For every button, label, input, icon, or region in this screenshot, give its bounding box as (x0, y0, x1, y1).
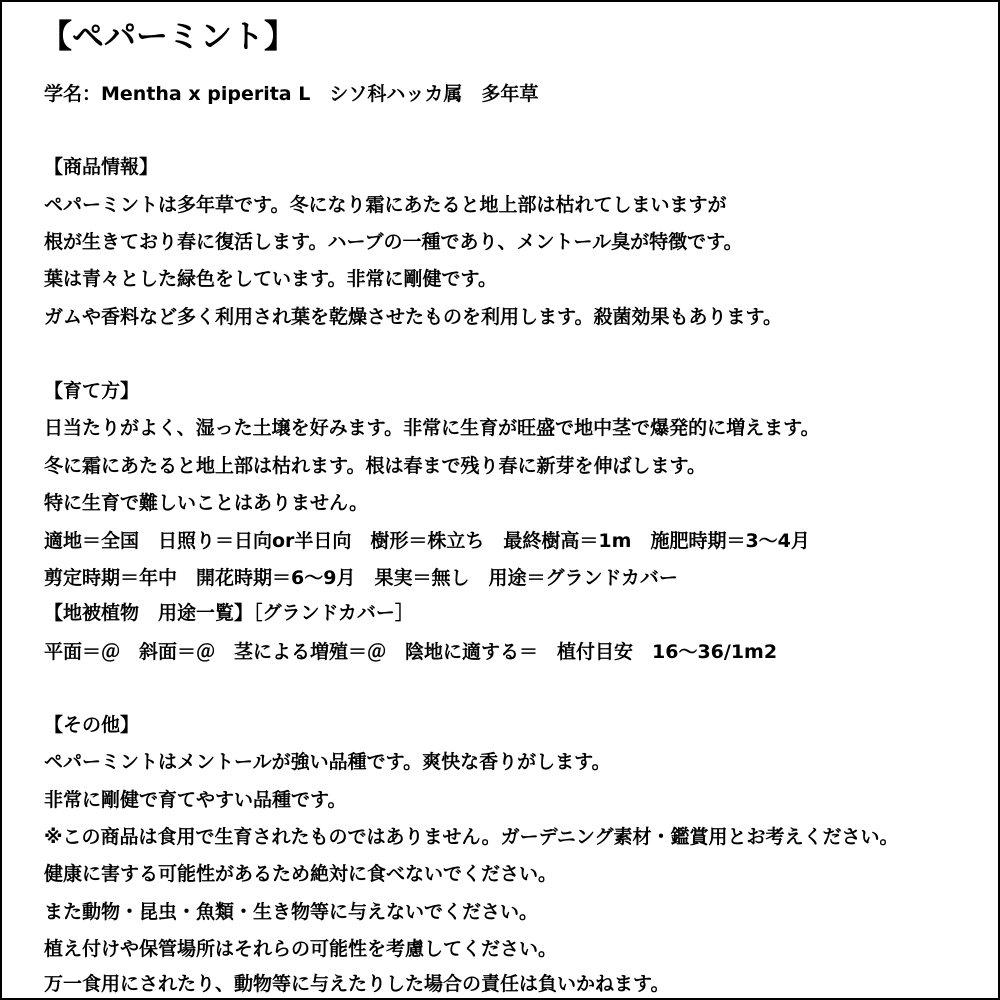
other-line: 非常に剛健で育てやすい品種です。 (44, 789, 347, 811)
page-title: 【ペパーミント】 (40, 17, 297, 55)
groundcover-specs-line: 平面＝＠ 斜面＝＠ 茎による増殖＝＠ 陰地に適する＝ 植付目安 16～36/1m2 (44, 641, 778, 663)
other-heading: 【その他】 (44, 714, 140, 736)
product-info-heading: 【商品情報】 (44, 156, 159, 178)
notice-line: 植え付けや保管場所はそれらの可能性を考慮してください。 (44, 938, 558, 960)
growing-line: 特に生育で難しいことはありません。 (44, 492, 369, 514)
growing-line: 冬に霜にあたると地上部は枯れます。根は春まで残り春に新芽を伸ばします。 (44, 455, 706, 477)
growing-line: 日当たりがよく、湿った土壌を好みます。非常に生育が旺盛で地中茎で爆発的に増えます。 (44, 417, 820, 439)
scientific-name: 学名：Mentha x piperita L シソ科ハッカ属 多年草 (44, 83, 539, 105)
notice-line: また動物・昆虫・魚類・生き物等に与えないでください。 (44, 901, 539, 923)
product-info-line: 葉は青々とした緑色をしています。非常に剛健です。 (44, 268, 497, 290)
growing-heading: 【育て方】 (44, 380, 140, 402)
notice-line: 万一食用にされたり、動物等に与えたりした場合の責任は負いかねます。 (44, 973, 670, 995)
growing-specs-line: 剪定時期＝年中 開花時期＝6～9月 果実＝無し 用途＝グランドカバー (44, 567, 678, 589)
growing-specs-line: 適地＝全国 日照り＝日向or半日向 樹形＝株立ち 最終樹高＝1m 施肥時期＝3～4月 (44, 530, 810, 552)
groundcover-heading: 【地被植物 用途一覧】［グランドカバー］ (44, 602, 414, 624)
product-info-line: 根が生きており春に復活します。ハーブの一種であり、メントール臭が特徴です。 (44, 231, 743, 253)
product-info-line: ペパーミントは多年草です。冬になり霜にあたると地上部は枯れてしまいますが (44, 194, 727, 216)
product-info-line: ガムや香料など多く利用され葉を乾燥させたものを利用します。殺菌効果もあります。 (44, 306, 782, 328)
other-line: ペパーミントはメントールが強い品種です。爽快な香りがします。 (44, 751, 611, 773)
notice-line: 健康に害する可能性があるため絶対に食べないでください。 (44, 863, 558, 885)
notice-line: ※この商品は食用で生育されたものではありません。ガーデニング素材・鑑賞用とお考えください。 (44, 826, 899, 848)
